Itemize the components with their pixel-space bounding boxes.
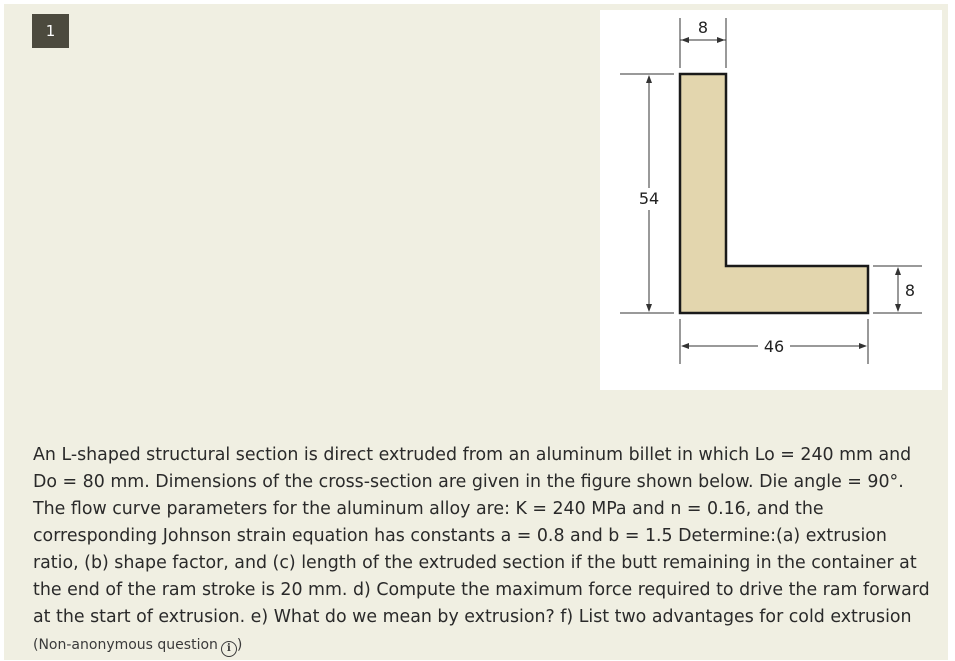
question-number-badge bbox=[32, 14, 69, 48]
question-card bbox=[4, 4, 948, 660]
l-section-diagram bbox=[600, 10, 942, 390]
question-text-block bbox=[33, 442, 933, 659]
dim-height-arrow-top bbox=[646, 75, 652, 83]
dim-top-label: 8 bbox=[697, 18, 709, 37]
question-number: 1 bbox=[45, 22, 56, 40]
dim-width-arrow-right bbox=[859, 343, 867, 349]
dim-thick-label: 8 bbox=[904, 281, 916, 300]
info-icon[interactable]: i bbox=[221, 641, 237, 657]
dim-height-arrow-bottom bbox=[646, 304, 652, 312]
l-shape bbox=[680, 74, 868, 313]
l-section-figure bbox=[600, 10, 942, 390]
dim-height-label: 54 bbox=[638, 189, 660, 208]
non-anonymous-close: ) bbox=[236, 637, 243, 653]
dim-width-label: 46 bbox=[763, 337, 785, 356]
dim-top-arrow-right bbox=[717, 37, 725, 43]
question-text: An L-shaped structural section is direct extruded from an aluminum billet in which Lo = 240 mm and Do = 80 mm. Dimensions of the cross-section are given in the figure shown below. Die angle = 90°. The flow curve parameters for the aluminum alloy are: K = 240 MPa and n = 0.16, and the corresponding Johnson strain equation has constants a = 0.8 and b = 1.5 Determine:(a) extrusion ratio, (b) shape factor, and (c) length of the extruded section if the butt remaining in the container at the end of the ram stroke is 20 mm. d) Compute the maximum force required to drive the ram forward at the start of extrusion. e) What do we mean by extrusion? f) List two advantages for cold extrusion bbox=[33, 445, 930, 627]
dim-thick-arrow-bottom bbox=[895, 304, 901, 312]
non-anonymous-label: (Non-anonymous question bbox=[33, 637, 218, 653]
dim-thick-arrow-top bbox=[895, 267, 901, 275]
dim-top-arrow-left bbox=[681, 37, 689, 43]
non-anonymous-tag bbox=[33, 637, 242, 653]
dim-width-arrow-left bbox=[681, 343, 689, 349]
